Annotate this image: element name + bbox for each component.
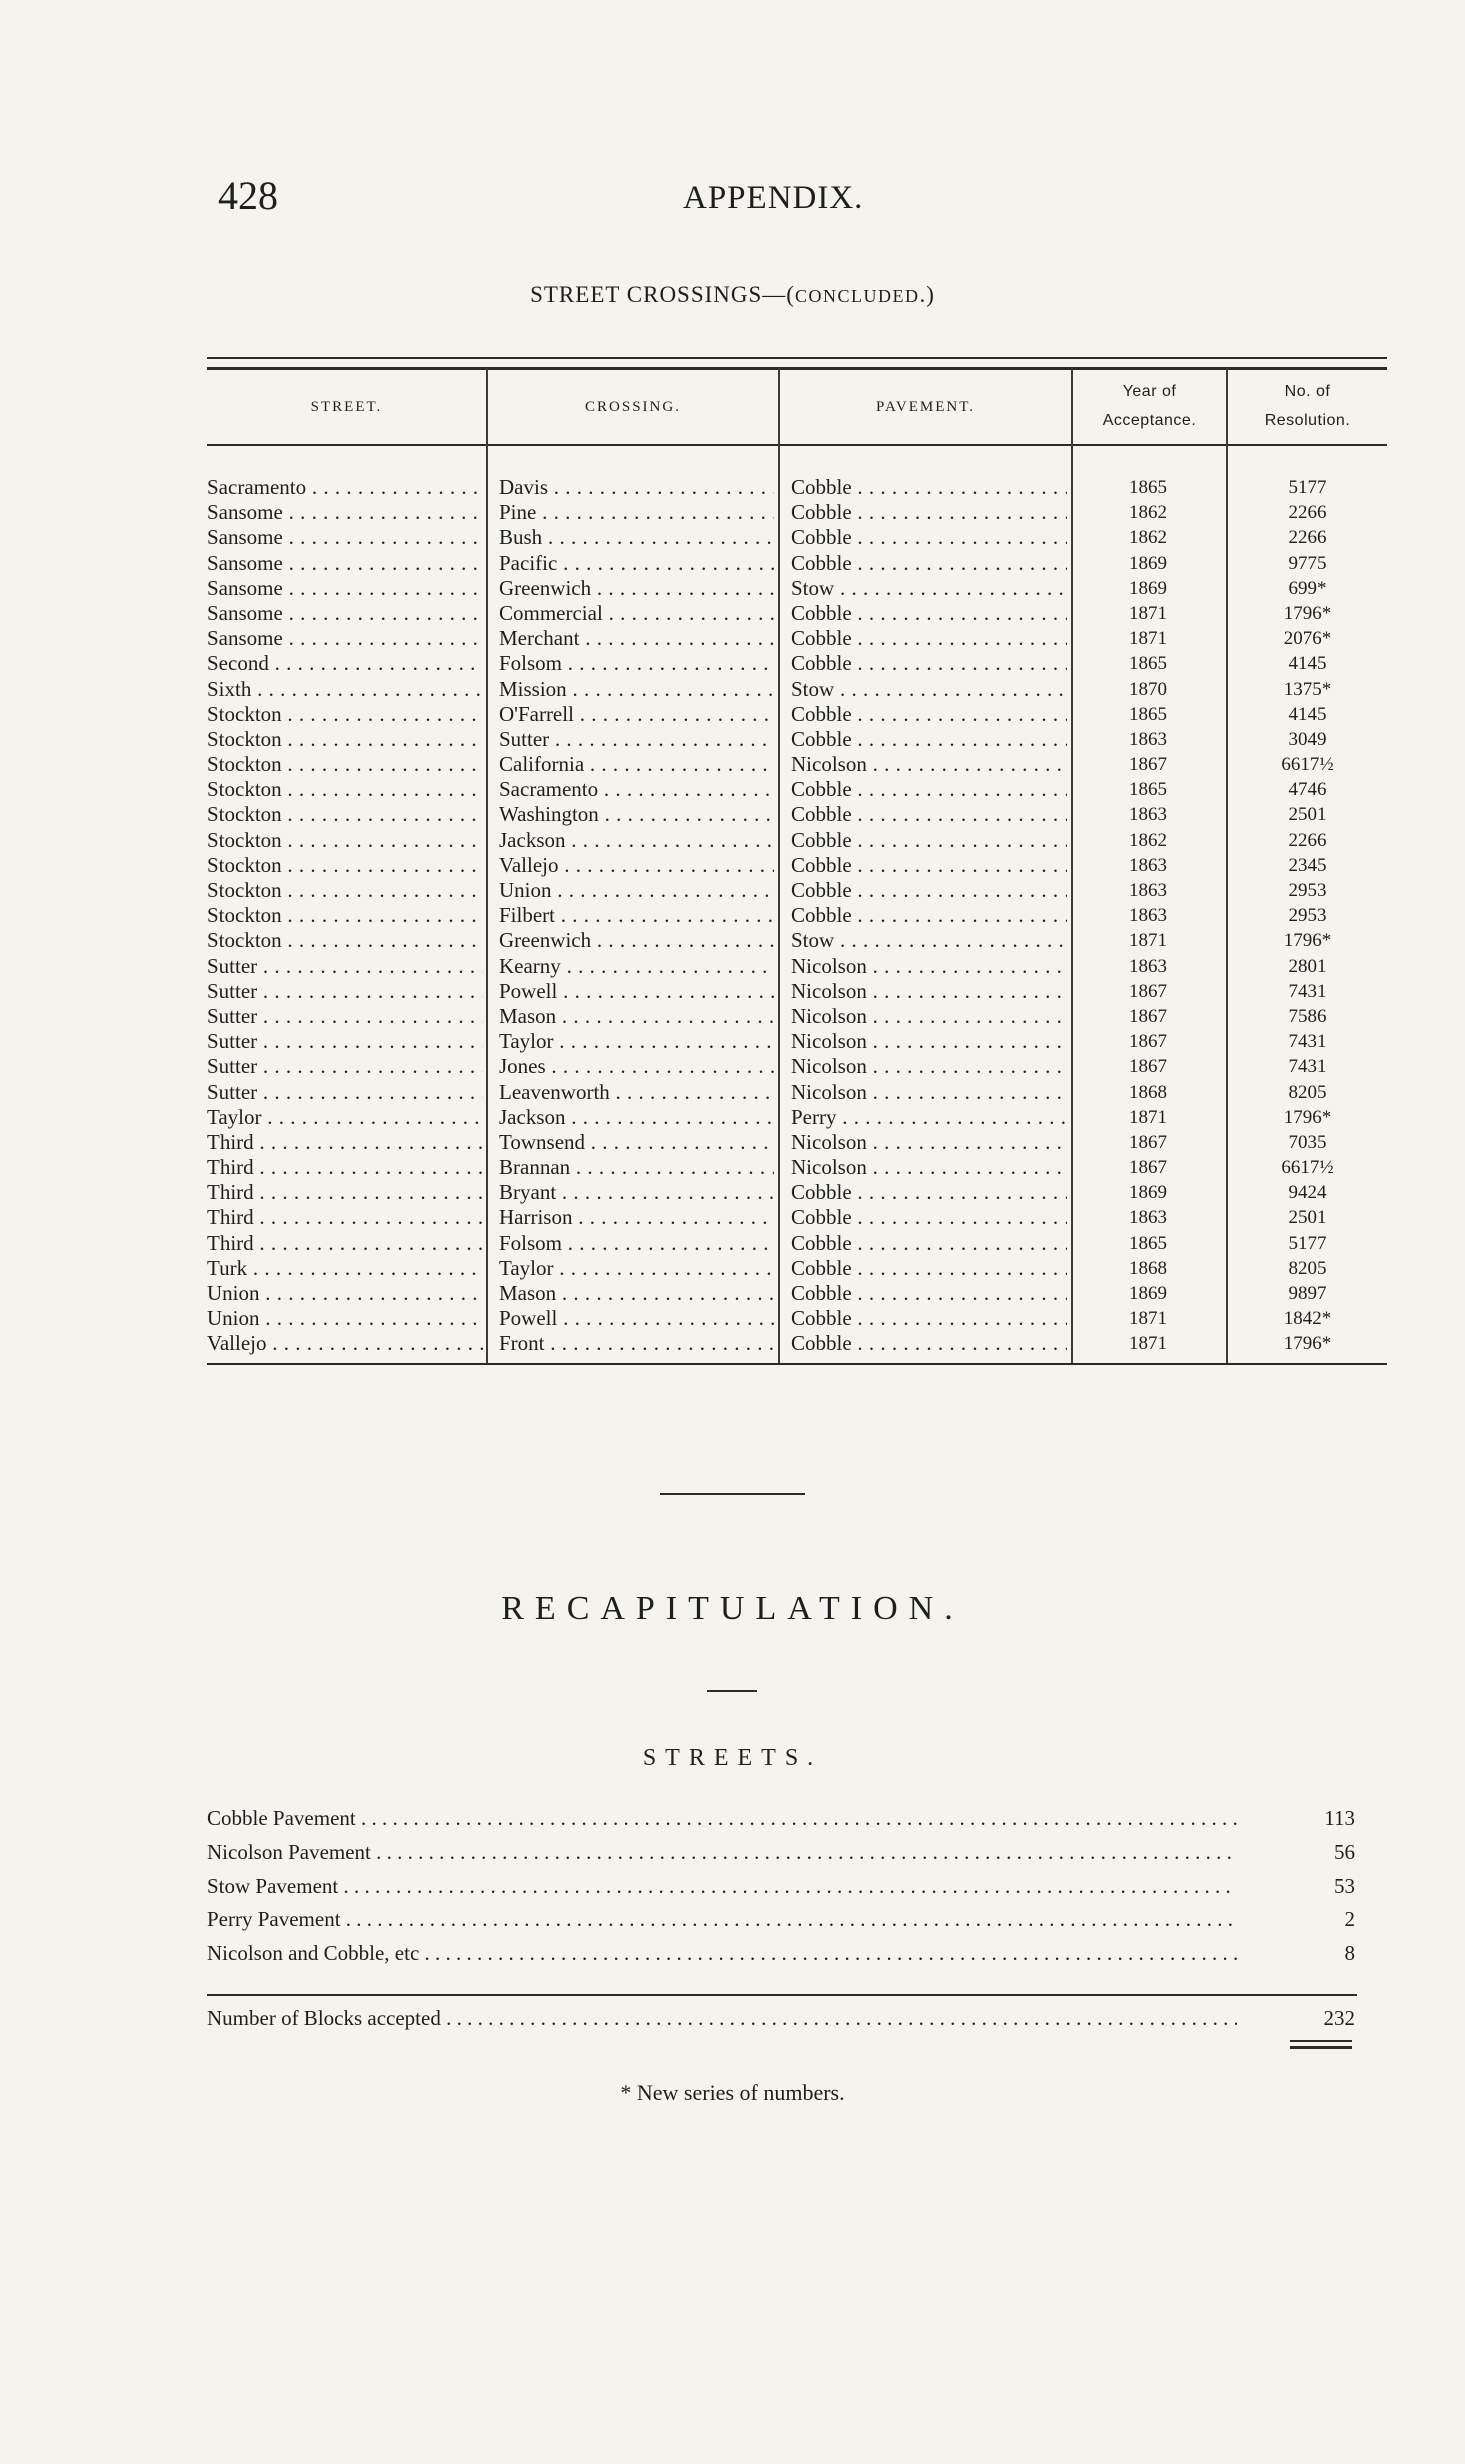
cell-street: Sutter . . . — [207, 1029, 483, 1054]
cell-crossing: Union . . . — [499, 878, 774, 903]
cell-street: Sansome . . . — [207, 525, 483, 550]
cell-year: 1869 — [1129, 1283, 1167, 1304]
cell-year: 1862 — [1129, 502, 1167, 524]
cell-street: Stockton . . . — [207, 928, 483, 953]
cell-crossing: Folsom . . . — [499, 651, 774, 676]
cell-street: Taylor . . . — [207, 1105, 483, 1130]
cell-street: Stockton . . . — [207, 853, 483, 878]
cell-year: 1867 — [1129, 980, 1167, 1002]
cell-pavement: Cobble . . . — [791, 1180, 1067, 1205]
cell-resolution: 2801 — [1288, 955, 1327, 977]
cell-pavement: Nicolson . . . — [791, 1130, 1067, 1155]
cell-street: Turk . . . — [207, 1256, 483, 1281]
cell-crossing: Leavenworth . . . — [499, 1080, 774, 1105]
cell-crossing: Townsend . . . — [499, 1130, 774, 1155]
cell-resolution: 6617½ — [1281, 1157, 1334, 1179]
cell-street: Sansome . . . — [207, 500, 483, 525]
cell-resolution: 1842* — [1283, 1308, 1332, 1330]
cell-street: Sansome . . . — [207, 576, 483, 601]
cell-crossing: Kearny . . . — [499, 954, 774, 979]
cell-year: 1871 — [1129, 628, 1167, 650]
cell-crossing: California . . . — [499, 752, 774, 777]
cell-year: 1862 — [1129, 829, 1167, 851]
cell-crossing: Powell . . . — [499, 1306, 774, 1331]
cell-resolution: 2266 — [1288, 829, 1327, 851]
cell-crossing: Greenwich . . . — [499, 928, 774, 953]
table-row — [0, 954, 1465, 979]
cell-year: 1867 — [1129, 1131, 1167, 1153]
cell-pavement: Cobble . . . — [791, 1331, 1067, 1356]
cell-year: 1867 — [1129, 1056, 1167, 1078]
header-street: STREET. — [310, 398, 383, 415]
cell-year: 1869 — [1129, 552, 1167, 574]
cell-pavement: Cobble . . . — [791, 828, 1067, 853]
cell-year: 1867 — [1129, 754, 1167, 776]
cell-resolution: 5177 — [1288, 477, 1327, 498]
table-row — [0, 828, 1465, 853]
recap-item — [207, 1870, 1357, 1902]
cell-pavement: Cobble . . . — [791, 525, 1067, 550]
table-title — [0, 282, 1465, 308]
recap-item — [207, 1903, 1357, 1935]
cell-resolution: 3049 — [1288, 728, 1327, 750]
cell-crossing: Filbert . . . — [499, 903, 774, 928]
cell-crossing: Front . . . — [499, 1331, 774, 1356]
recap-item — [207, 1836, 1357, 1868]
recap-title: RECAPITULATION. — [501, 1590, 964, 1627]
cell-resolution: 5177 — [1288, 1232, 1327, 1254]
header-resolution — [1228, 372, 1387, 442]
recap-item-value: 8 — [1344, 1941, 1355, 1966]
cell-resolution: 1796* — [1283, 1106, 1332, 1128]
table-row — [0, 727, 1465, 752]
cell-year: 1865 — [1129, 477, 1167, 498]
cell-crossing: Pacific . . . — [499, 551, 774, 576]
table-body — [0, 475, 1465, 1357]
cell-year: 1870 — [1129, 678, 1167, 700]
cell-street: Sacramento . . . — [207, 475, 483, 500]
cell-year: 1868 — [1129, 1257, 1167, 1279]
table-row — [0, 1205, 1465, 1230]
cell-crossing: Sutter . . . — [499, 727, 774, 752]
table-row — [0, 1180, 1465, 1205]
cell-year: 1863 — [1129, 854, 1167, 876]
cell-pavement: Nicolson . . . — [791, 954, 1067, 979]
cell-resolution: 6617½ — [1281, 754, 1334, 776]
cell-pavement: Cobble . . . — [791, 500, 1067, 525]
header-crossing: CROSSING. — [585, 398, 681, 415]
cell-pavement: Nicolson . . . — [791, 1080, 1067, 1105]
cell-crossing: Taylor . . . — [499, 1029, 774, 1054]
cell-pavement: Cobble . . . — [791, 903, 1067, 928]
table-row — [0, 475, 1465, 500]
cell-resolution: 7431 — [1288, 980, 1327, 1002]
recap-item-value: 2 — [1344, 1907, 1355, 1932]
cell-pavement: Cobble . . . — [791, 727, 1067, 752]
cell-resolution: 2266 — [1288, 502, 1327, 524]
cell-resolution: 7431 — [1288, 1056, 1327, 1078]
cell-crossing: Merchant . . . — [499, 626, 774, 651]
cell-year: 1869 — [1129, 1182, 1167, 1204]
cell-year: 1865 — [1129, 779, 1167, 801]
cell-resolution: 1796* — [1283, 602, 1332, 624]
cell-street: Sutter . . . — [207, 979, 483, 1004]
cell-street: Union . . . — [207, 1306, 483, 1331]
table-row — [0, 928, 1465, 953]
cell-pavement: Perry . . . — [791, 1105, 1067, 1130]
cell-year: 1868 — [1129, 1081, 1167, 1103]
cell-year: 1867 — [1129, 1005, 1167, 1027]
cell-pavement: Cobble . . . — [791, 1205, 1067, 1230]
cell-pavement: Nicolson . . . — [791, 979, 1067, 1004]
cell-street: Sansome . . . — [207, 601, 483, 626]
cell-street: Stockton . . . — [207, 777, 483, 802]
cell-crossing: Sacramento . . . — [499, 777, 774, 802]
table-top-rule-2 — [207, 367, 1387, 370]
cell-resolution: 2076* — [1283, 628, 1332, 650]
cell-crossing: Vallejo . . . — [499, 853, 774, 878]
cell-year: 1863 — [1129, 955, 1167, 977]
cell-street: Sansome . . . — [207, 626, 483, 651]
recap-item — [207, 1937, 1357, 1969]
cell-resolution: 4145 — [1288, 653, 1327, 675]
table-row — [0, 853, 1465, 878]
cell-year: 1863 — [1129, 905, 1167, 927]
cell-year: 1863 — [1129, 804, 1167, 826]
table-row — [0, 576, 1465, 601]
table-row — [0, 752, 1465, 777]
table-top-rule-1 — [207, 357, 1387, 359]
cell-pavement: Stow . . . — [791, 928, 1067, 953]
recap-total-double-rule-1 — [1290, 2040, 1352, 2042]
cell-year: 1863 — [1129, 880, 1167, 901]
cell-resolution: 7586 — [1288, 1005, 1327, 1027]
table-row — [0, 626, 1465, 651]
table-row — [0, 601, 1465, 626]
header-year-line1: Year of — [1122, 383, 1177, 401]
table-row — [0, 777, 1465, 802]
cell-pavement: Stow . . . — [791, 677, 1067, 702]
cell-crossing: Mason . . . — [499, 1004, 774, 1029]
cell-pavement: Cobble . . . — [791, 1281, 1067, 1306]
table-row — [0, 1130, 1465, 1155]
header-resolution-line2: Resolution. — [1264, 412, 1351, 429]
cell-street: Sutter . . . — [207, 1080, 483, 1105]
cell-year: 1871 — [1129, 1106, 1167, 1128]
cell-street: Sutter . . . — [207, 954, 483, 979]
table-row — [0, 525, 1465, 550]
cell-crossing: Jackson . . . — [499, 1105, 774, 1130]
cell-resolution: 2501 — [1288, 804, 1327, 826]
cell-pavement: Cobble . . . — [791, 651, 1067, 676]
recap-item-value: 53 — [1334, 1873, 1355, 1898]
table-row — [0, 1256, 1465, 1281]
recap-item-label: Cobble Pavement . . . — [207, 1802, 1237, 1834]
cell-resolution: 1375* — [1283, 678, 1332, 700]
cell-crossing: Folsom . . . — [499, 1231, 774, 1256]
recap-total-row — [207, 2002, 1357, 2034]
cell-pavement: Cobble . . . — [791, 802, 1067, 827]
cell-year: 1867 — [1129, 1031, 1167, 1053]
cell-street: Vallejo . . . — [207, 1331, 483, 1356]
cell-street: Third . . . — [207, 1130, 483, 1155]
cell-crossing: Greenwich . . . — [499, 576, 774, 601]
cell-resolution: 1796* — [1283, 1333, 1332, 1355]
cell-resolution: 9424 — [1288, 1182, 1327, 1204]
cell-pavement: Cobble . . . — [791, 475, 1067, 500]
cell-pavement: Cobble . . . — [791, 853, 1067, 878]
cell-crossing: Commercial . . . — [499, 601, 774, 626]
cell-resolution: 8205 — [1288, 1257, 1327, 1279]
recap-item-label: Nicolson Pavement . . . — [207, 1836, 1237, 1868]
cell-street: Stockton . . . — [207, 752, 483, 777]
table-row — [0, 677, 1465, 702]
cell-pavement: Cobble . . . — [791, 1231, 1067, 1256]
table-row — [0, 702, 1465, 727]
cell-street: Stockton . . . — [207, 727, 483, 752]
cell-street: Stockton . . . — [207, 878, 483, 903]
cell-street: Stockton . . . — [207, 903, 483, 928]
table-title-main: STREET CROSSINGS—( — [530, 282, 795, 307]
recap-item-label: Perry Pavement . . . — [207, 1903, 1237, 1935]
recap-item — [207, 1802, 1357, 1834]
cell-street: Sixth . . . — [207, 677, 483, 702]
cell-crossing: Washington . . . — [499, 802, 774, 827]
cell-year: 1865 — [1129, 653, 1167, 675]
cell-crossing: Bryant . . . — [499, 1180, 774, 1205]
cell-pavement: Cobble . . . — [791, 551, 1067, 576]
running-head: APPENDIX. — [683, 180, 864, 216]
cell-street: Stockton . . . — [207, 702, 483, 727]
table-row — [0, 1029, 1465, 1054]
cell-street: Third . . . — [207, 1180, 483, 1205]
cell-resolution: 7431 — [1288, 1031, 1327, 1053]
cell-resolution: 2953 — [1288, 880, 1327, 901]
table-row — [0, 1105, 1465, 1130]
table-row — [0, 903, 1465, 928]
recap-sum-rule-top — [207, 1994, 1357, 1996]
cell-year: 1863 — [1129, 1207, 1167, 1229]
cell-street: Union . . . — [207, 1281, 483, 1306]
table-row — [0, 878, 1465, 903]
recap-total-double-rule-2 — [1290, 2046, 1352, 2049]
table-row — [0, 1004, 1465, 1029]
table-row — [0, 500, 1465, 525]
cell-year: 1865 — [1129, 1232, 1167, 1254]
table-row — [0, 979, 1465, 1004]
cell-crossing: Davis . . . — [499, 475, 774, 500]
cell-pavement: Cobble . . . — [791, 702, 1067, 727]
cell-year: 1871 — [1129, 602, 1167, 624]
recap-item-label: Nicolson and Cobble, etc . . . — [207, 1937, 1237, 1969]
recap-item-value: 56 — [1334, 1839, 1355, 1864]
page-number: 428 — [218, 173, 278, 218]
cell-year: 1862 — [1129, 527, 1167, 549]
cell-resolution: 699* — [1288, 577, 1327, 599]
recap-item-value: 113 — [1324, 1806, 1355, 1830]
table-row — [0, 1331, 1465, 1356]
cell-year: 1863 — [1129, 728, 1167, 750]
cell-street: Second . . . — [207, 651, 483, 676]
header-pavement: PAVEMENT. — [876, 398, 975, 415]
cell-year: 1871 — [1129, 1308, 1167, 1330]
header-year-line2: Acceptance. — [1102, 412, 1197, 429]
cell-street: Third . . . — [207, 1231, 483, 1256]
table-row — [0, 1231, 1465, 1256]
cell-pavement: Nicolson . . . — [791, 1054, 1067, 1079]
cell-resolution: 7035 — [1288, 1131, 1327, 1153]
cell-crossing: Bush . . . — [499, 525, 774, 550]
table-title-end: .) — [919, 282, 935, 307]
header-year — [1073, 372, 1226, 442]
cell-crossing: O'Farrell . . . — [499, 702, 774, 727]
cell-crossing: Jones . . . — [499, 1054, 774, 1079]
cell-resolution: 9775 — [1288, 552, 1327, 574]
cell-street: Third . . . — [207, 1155, 483, 1180]
cell-resolution: 8205 — [1288, 1081, 1327, 1103]
table-row — [0, 551, 1465, 576]
cell-crossing: Mission . . . — [499, 677, 774, 702]
cell-pavement: Cobble . . . — [791, 1306, 1067, 1331]
table-title-smallcaps: CONCLUDED — [794, 286, 920, 306]
cell-pavement: Cobble . . . — [791, 601, 1067, 626]
cell-pavement: Cobble . . . — [791, 777, 1067, 802]
cell-pavement: Cobble . . . — [791, 626, 1067, 651]
cell-pavement: Nicolson . . . — [791, 752, 1067, 777]
cell-pavement: Nicolson . . . — [791, 1029, 1067, 1054]
recap-subtitle: STREETS. — [642, 1745, 823, 1771]
cell-resolution: 2501 — [1288, 1207, 1327, 1229]
header-resolution-line1: No. of — [1284, 383, 1331, 401]
cell-crossing: Powell . . . — [499, 979, 774, 1004]
table-row — [0, 1281, 1465, 1306]
table-row — [0, 1054, 1465, 1079]
recap-total-value: 232 — [1323, 2006, 1355, 2030]
cell-resolution: 2953 — [1288, 905, 1327, 927]
cell-crossing: Mason . . . — [499, 1281, 774, 1306]
cell-pavement: Nicolson . . . — [791, 1004, 1067, 1029]
cell-year: 1869 — [1129, 577, 1167, 599]
cell-crossing: Brannan . . . — [499, 1155, 774, 1180]
cell-pavement: Nicolson . . . — [791, 1155, 1067, 1180]
cell-crossing: Taylor . . . — [499, 1256, 774, 1281]
cell-street: Stockton . . . — [207, 828, 483, 853]
cell-year: 1865 — [1129, 703, 1167, 725]
cell-street: Third . . . — [207, 1205, 483, 1230]
cell-resolution: 4145 — [1288, 703, 1327, 725]
cell-resolution: 4746 — [1288, 779, 1327, 801]
section-separator — [660, 1493, 805, 1495]
table-header-rule — [207, 444, 1387, 446]
table-row — [0, 1306, 1465, 1331]
recap-item-label: Stow Pavement . . . — [207, 1870, 1237, 1902]
table-row — [0, 1155, 1465, 1180]
cell-street: Stockton . . . — [207, 802, 483, 827]
table-row — [0, 1080, 1465, 1105]
table-bottom-rule — [207, 1363, 1387, 1365]
cell-resolution: 2266 — [1288, 527, 1327, 549]
recap-title-rule — [707, 1690, 757, 1692]
cell-pavement: Cobble . . . — [791, 1256, 1067, 1281]
cell-pavement: Stow . . . — [791, 576, 1067, 601]
cell-pavement: Cobble . . . — [791, 878, 1067, 903]
cell-street: Sansome . . . — [207, 551, 483, 576]
cell-year: 1871 — [1129, 930, 1167, 952]
cell-year: 1871 — [1129, 1333, 1167, 1355]
table-row — [0, 802, 1465, 827]
cell-year: 1867 — [1129, 1157, 1167, 1179]
recap-total-label: Number of Blocks accepted . . . — [207, 2002, 1237, 2034]
cell-street: Sutter . . . — [207, 1004, 483, 1029]
cell-crossing: Jackson . . . — [499, 828, 774, 853]
cell-resolution: 9897 — [1288, 1283, 1327, 1304]
cell-crossing: Harrison . . . — [499, 1205, 774, 1230]
cell-resolution: 2345 — [1288, 854, 1327, 876]
cell-resolution: 1796* — [1283, 930, 1332, 952]
footnote: * New series of numbers. — [620, 2080, 845, 2105]
table-row — [0, 651, 1465, 676]
cell-crossing: Pine . . . — [499, 500, 774, 525]
cell-street: Sutter . . . — [207, 1054, 483, 1079]
